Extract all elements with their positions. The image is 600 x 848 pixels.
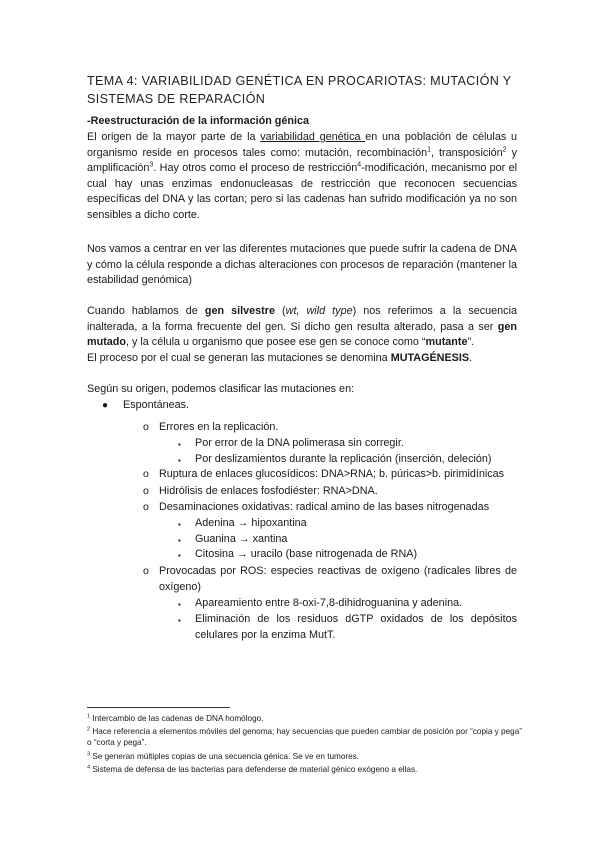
bullet-level2-marker: o	[143, 421, 149, 433]
mutagenesis-term: MUTAGÉNESIS	[390, 352, 470, 364]
para4-text-a: El proceso por el cual se generan las mutaciones se denomina	[87, 352, 391, 364]
footnote-text: Intercambio de las cadenas de DNA homólogo.	[90, 714, 264, 723]
footnote-number: 1	[87, 713, 91, 720]
footnote-ref-2: 2	[502, 146, 507, 153]
wild-type-term: wt, wild type	[285, 305, 353, 317]
footnote-text: Sistema de defensa de las bacterias para defenderse de material génico exógeno a ellas.	[90, 765, 418, 774]
list-item-desaminaciones: Desaminaciones oxidativas: radical amino de las bases nitrogenadas	[159, 501, 490, 513]
paragraph-origin	[87, 130, 517, 224]
footnote-divider	[87, 707, 230, 708]
footnote-text: Se generan múltiples copias de una secuencia génica. Se ve en tumores.	[90, 752, 360, 761]
footnote-2	[87, 726, 527, 748]
page-title: TEMA 4: VARIABILIDAD GENÉTICA EN PROCARIOTAS: MUTACIÓN Y SISTEMAS DE REPARACIÓN	[87, 74, 512, 106]
footnote-ref-3: 3	[149, 161, 154, 169]
list-item-eliminacion: Eliminación de los residuos dGTP oxidados de los depósitos celulares por la enzima MutT.	[195, 613, 517, 641]
gen-silvestre-term: gen silvestre	[204, 305, 275, 317]
list-item-guanina: Guanina → xantina	[195, 533, 288, 545]
list-item-ros: Provocadas por ROS: especies reactivas de oxígeno (radicales libres de oxígeno)	[159, 565, 517, 593]
footnote-number: 3	[87, 751, 91, 758]
bullet-level2-marker: o	[143, 501, 149, 513]
variabilidad-genetica-term: variabilidad genética	[260, 131, 366, 143]
footnote-ref-1: 1	[427, 146, 431, 153]
para3-text-e: ”.	[467, 336, 475, 349]
bullet-level3-marker: ▪	[178, 536, 181, 545]
section-heading-text: -Reestructuración de la información génica	[87, 115, 309, 127]
para1-text-e: . Hay otros como el proceso de restricción	[153, 162, 358, 175]
para3-text-c: ) nos referimos a la secuencia inalterada, a la forma frecuente del gen. Si dicho gen resulta alterado, pasa a ser	[87, 305, 517, 333]
list-item-deslizamientos: Por deslizamientos durante la replicación (inserción, deleción)	[195, 453, 492, 465]
list-item-adenina: Adenina → hipoxantina	[195, 517, 307, 529]
para1-text-d: y amplificación	[87, 146, 517, 175]
bullet-level3-marker: ▪	[178, 440, 181, 449]
list-item-apareamiento: Apareamiento entre 8-oxi-7,8-dihidroguanina y adenina.	[195, 597, 463, 609]
para3-text-d: , y la célula u organismo que posee ese gen se conoce como “	[126, 336, 426, 349]
footnote-number: 2	[87, 726, 91, 733]
para1-text-f: -modificación, mecanismo por el cual hay unas enzimas endonucleasas de restricción que reconocen secuencias específicas del DNA y las cortan; pero si las cadenas han sufrido modificación ya no son sensibles a dicho corte.	[87, 162, 517, 221]
para3-text-a: Cuando hablamos de	[87, 305, 205, 317]
gen-mutado-term: gen mutado	[87, 320, 517, 349]
list-item-citosina: Citosina → uracilo (base nitrogenada de RNA)	[195, 548, 418, 560]
list-item-error-polimerasa: Por error de la DNA polimerasa sin corregir.	[195, 437, 404, 449]
bullet-level1-marker: ●	[102, 400, 109, 411]
list-item-espontaneas: Espontáneas.	[123, 399, 190, 411]
paragraph-focus: Nos vamos a centrar en ver las diferentes mutaciones que puede sufrir la cadena de DNA y cómo la célula responde a dichas alteraciones con procesos de reparación (mantener la estabilidad genómica)	[87, 243, 517, 287]
list-item-ruptura: Ruptura de enlaces glucosídicos: DNA>RNA; b. púricas>b. pirimidínicas	[159, 468, 505, 480]
paragraph-classification: Según su origen, podemos clasificar las mutaciones en:	[87, 383, 355, 395]
para1-text-b: en una población de células u organismo reside en procesos tales como: mutación, recombinación	[87, 131, 518, 159]
para3-text-b: (	[274, 305, 286, 317]
bullet-level3-marker: ▪	[178, 616, 181, 625]
bullet-level2-marker: o	[143, 565, 149, 577]
footnote-ref-4: 4	[357, 161, 362, 169]
paragraph-gen-silvestre	[87, 304, 517, 351]
bullet-level3-marker: ▪	[178, 551, 181, 560]
footnote-3	[87, 751, 527, 762]
bullet-level2-marker: o	[143, 468, 149, 480]
paragraph-mutagenesis	[87, 351, 517, 367]
footnote-4	[87, 764, 527, 775]
list-item-hidrolisis: Hidrólisis de enlaces fosfodiéster: RNA>DNA.	[159, 485, 378, 497]
para1-text-a: El origen de la mayor parte de la	[87, 131, 261, 143]
bullet-level2-marker: o	[143, 485, 149, 497]
bullet-level3-marker: ▪	[178, 520, 181, 529]
mutante-term: mutante	[425, 336, 468, 349]
footnote-text: Hace referencia a elementos móviles del genoma; hay secuencias que pueden cambiar de posición por “copia y pega” o “corta y pega”.	[87, 727, 522, 747]
footnote-number: 4	[87, 764, 91, 771]
para1-text-c: , transposición	[431, 146, 503, 159]
para4-text-b: .	[469, 352, 473, 364]
footnote-1	[87, 713, 527, 724]
list-item-errores: Errores en la replicación.	[159, 421, 279, 433]
section-heading	[87, 114, 517, 130]
bullet-level3-marker: ▪	[178, 456, 181, 465]
bullet-level3-marker: ▪	[178, 600, 181, 609]
